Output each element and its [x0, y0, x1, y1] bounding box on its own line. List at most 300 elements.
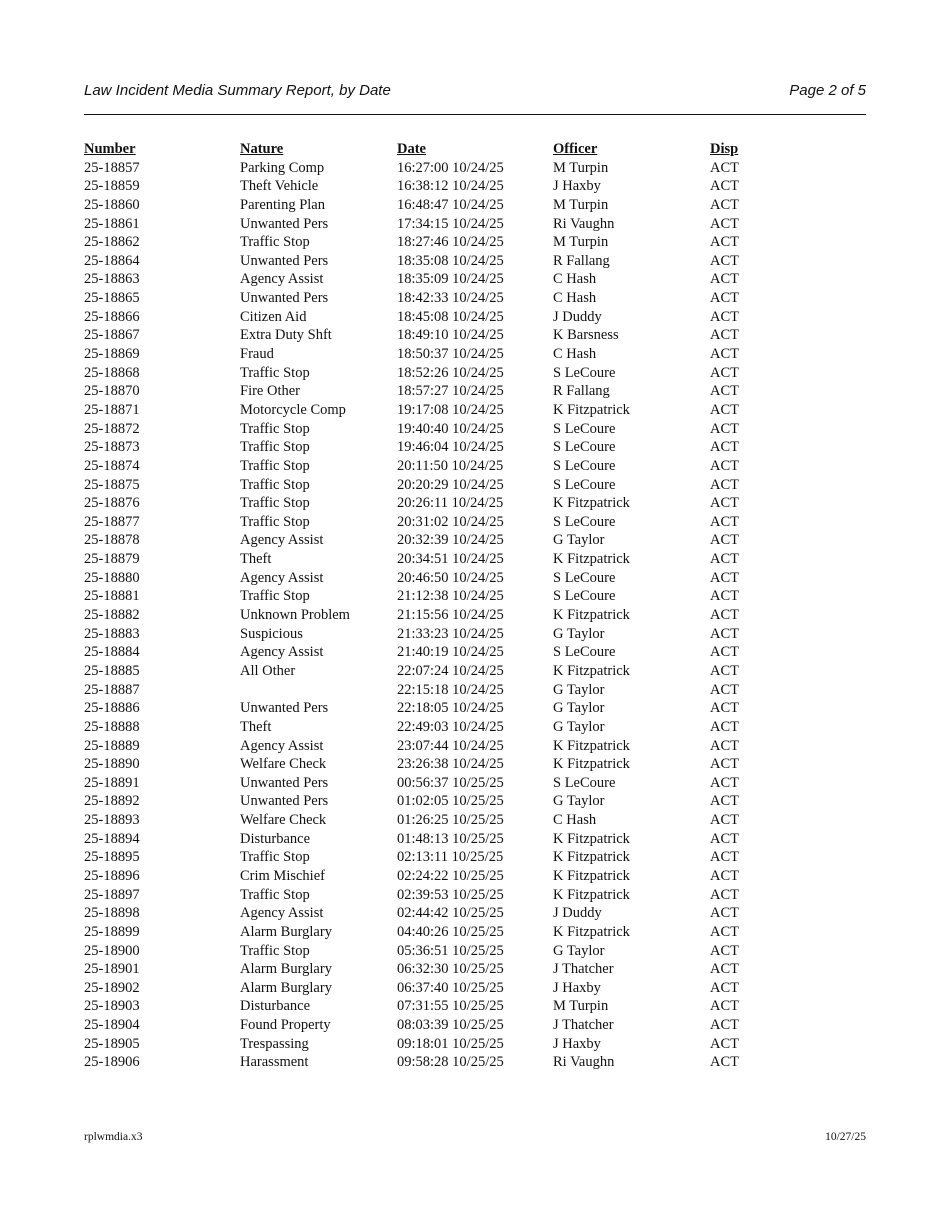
column-header-officer: Officer: [553, 141, 598, 157]
incident-nature: Suspicious: [240, 625, 303, 642]
column-header-disp: Disp: [710, 141, 739, 157]
incident-officer: J Duddy: [553, 905, 602, 922]
incident-nature: Motorcycle Comp: [240, 401, 346, 418]
incident-disposition: ACT: [710, 383, 739, 400]
incident-nature: Traffic Stop: [240, 513, 310, 530]
incident-date: 09:58:28 10/25/25: [397, 1054, 504, 1071]
incident-disposition: ACT: [710, 1035, 739, 1052]
incident-number: 25-18894: [84, 830, 140, 847]
incident-number: 25-18900: [84, 942, 140, 959]
incident-date: 06:37:40 10/25/25: [397, 979, 504, 996]
table-row: [84, 401, 770, 420]
incident-nature: Agency Assist: [240, 905, 324, 922]
incident-disposition: ACT: [710, 905, 739, 922]
incident-date: 18:50:37 10/24/25: [397, 346, 504, 363]
incident-nature: Agency Assist: [240, 271, 324, 288]
incident-nature: Welfare Check: [240, 756, 327, 773]
incident-date: 21:33:23 10/24/25: [397, 625, 504, 642]
incident-nature: Unwanted Pers: [240, 700, 329, 717]
incident-disposition: ACT: [710, 644, 739, 661]
incident-nature: Unwanted Pers: [240, 290, 329, 307]
table-row: [84, 476, 770, 495]
incident-nature: Traffic Stop: [240, 495, 310, 512]
incident-table: [84, 140, 770, 1072]
incident-disposition: ACT: [710, 364, 739, 381]
incident-nature: Unwanted Pers: [240, 252, 329, 269]
incident-officer: K Fitzpatrick: [553, 923, 630, 940]
incident-number: 25-18902: [84, 979, 140, 996]
incident-date: 22:49:03 10/24/25: [397, 718, 504, 735]
incident-date: 22:07:24 10/24/25: [397, 662, 504, 679]
incident-disposition: ACT: [710, 961, 739, 978]
incident-disposition: ACT: [710, 551, 739, 568]
incident-officer: S LeCoure: [553, 457, 616, 474]
incident-officer: G Taylor: [553, 532, 605, 549]
incident-number: 25-18881: [84, 588, 140, 605]
incident-nature: Theft Vehicle: [240, 178, 319, 195]
incident-officer: K Fitzpatrick: [553, 401, 630, 418]
incident-date: 02:44:42 10/25/25: [397, 905, 504, 922]
incident-officer: J Thatcher: [553, 1017, 614, 1034]
incident-number: 25-18884: [84, 644, 140, 661]
incident-officer: G Taylor: [553, 681, 605, 698]
incident-officer: C Hash: [553, 812, 597, 829]
incident-date: 02:24:22 10/25/25: [397, 867, 504, 884]
incident-nature: Found Property: [240, 1017, 331, 1034]
table-row: [84, 233, 770, 252]
incident-date: 17:34:15 10/24/25: [397, 215, 504, 232]
incident-officer: G Taylor: [553, 942, 605, 959]
incident-officer: R Fallang: [553, 383, 610, 400]
incident-disposition: ACT: [710, 513, 739, 530]
incident-date: 18:57:27 10/24/25: [397, 383, 504, 400]
incident-date: 00:56:37 10/25/25: [397, 774, 504, 791]
incident-officer: K Fitzpatrick: [553, 867, 630, 884]
table-row: [84, 867, 770, 886]
incident-nature: Welfare Check: [240, 812, 327, 829]
incident-officer: G Taylor: [553, 700, 605, 717]
incident-disposition: ACT: [710, 718, 739, 735]
incident-date: 20:34:51 10/24/25: [397, 551, 504, 568]
incident-officer: S LeCoure: [553, 588, 616, 605]
incident-disposition: ACT: [710, 457, 739, 474]
incident-number: 25-18901: [84, 961, 140, 978]
table-row: [84, 606, 770, 625]
table-row: [84, 811, 770, 830]
incident-officer: J Haxby: [553, 1035, 601, 1052]
table-row: [84, 774, 770, 793]
incident-disposition: ACT: [710, 532, 739, 549]
incident-disposition: ACT: [710, 346, 739, 363]
incident-nature: Traffic Stop: [240, 439, 310, 456]
incident-date: 08:03:39 10/25/25: [397, 1017, 504, 1034]
table-row: [84, 587, 770, 606]
incident-officer: S LeCoure: [553, 644, 616, 661]
incident-disposition: ACT: [710, 625, 739, 642]
table-row: [84, 252, 770, 271]
table-row: [84, 1035, 770, 1054]
incident-officer: M Turpin: [553, 234, 609, 251]
incident-nature: Traffic Stop: [240, 420, 310, 437]
incident-date: 18:42:33 10/24/25: [397, 290, 504, 307]
incident-number: 25-18874: [84, 457, 140, 474]
incident-number: 25-18886: [84, 700, 140, 717]
incident-number: 25-18864: [84, 252, 140, 269]
incident-officer: Ri Vaughn: [553, 215, 615, 232]
incident-nature: Trespassing: [240, 1035, 309, 1052]
incident-date: 20:31:02 10/24/25: [397, 513, 504, 530]
incident-disposition: ACT: [710, 681, 739, 698]
table-row: [84, 792, 770, 811]
table-row: [84, 177, 770, 196]
column-header-nature: Nature: [240, 141, 284, 157]
incident-number: 25-18882: [84, 607, 140, 624]
header-divider: [84, 114, 866, 115]
incident-officer: K Fitzpatrick: [553, 756, 630, 773]
incident-nature: Unwanted Pers: [240, 215, 329, 232]
incident-number: 25-18873: [84, 439, 140, 456]
incident-date: 06:32:30 10/25/25: [397, 961, 504, 978]
incident-officer: G Taylor: [553, 718, 605, 735]
table-row: [84, 699, 770, 718]
table-row: [84, 886, 770, 905]
incident-nature: All Other: [240, 662, 296, 679]
incident-disposition: ACT: [710, 700, 739, 717]
incident-date: 21:15:56 10/24/25: [397, 607, 504, 624]
incident-number: 25-18887: [84, 681, 140, 698]
incident-number: 25-18899: [84, 923, 140, 940]
incident-disposition: ACT: [710, 234, 739, 251]
table-row: [84, 215, 770, 234]
incident-date: 20:26:11 10/24/25: [397, 495, 504, 512]
incident-number: 25-18860: [84, 196, 140, 213]
incident-number: 25-18891: [84, 774, 140, 791]
incident-number: 25-18867: [84, 327, 140, 344]
table-row: [84, 457, 770, 476]
incident-date: 22:15:18 10/24/25: [397, 681, 504, 698]
incident-disposition: ACT: [710, 737, 739, 754]
incident-disposition: ACT: [710, 159, 739, 176]
table-row: [84, 569, 770, 588]
incident-nature: Theft: [240, 718, 272, 735]
incident-number: 25-18893: [84, 812, 140, 829]
incident-date: 20:32:39 10/24/25: [397, 532, 504, 549]
incident-date: 18:35:09 10/24/25: [397, 271, 504, 288]
incident-disposition: ACT: [710, 569, 739, 586]
incident-officer: M Turpin: [553, 159, 609, 176]
incident-nature: Disturbance: [240, 998, 311, 1015]
incident-officer: M Turpin: [553, 196, 609, 213]
incident-date: 16:38:12 10/24/25: [397, 178, 504, 195]
incident-date: 19:17:08 10/24/25: [397, 401, 504, 418]
incident-date: 20:46:50 10/24/25: [397, 569, 504, 586]
incident-number: 25-18869: [84, 346, 140, 363]
incident-disposition: ACT: [710, 196, 739, 213]
table-row: [84, 382, 770, 401]
incident-date: 18:45:08 10/24/25: [397, 308, 504, 325]
incident-disposition: ACT: [710, 252, 739, 269]
incident-number: 25-18905: [84, 1035, 140, 1052]
incident-nature: Theft: [240, 551, 272, 568]
incident-officer: G Taylor: [553, 625, 605, 642]
incident-nature: Traffic Stop: [240, 942, 310, 959]
incident-disposition: ACT: [710, 1054, 739, 1071]
incident-date: 07:31:55 10/25/25: [397, 998, 504, 1015]
incident-date: 05:36:51 10/25/25: [397, 942, 504, 959]
incident-number: 25-18866: [84, 308, 140, 325]
table-row: [84, 662, 770, 681]
incident-number: 25-18859: [84, 178, 140, 195]
incident-number: 25-18868: [84, 364, 140, 381]
incident-date: 09:18:01 10/25/25: [397, 1035, 504, 1052]
incident-nature: Traffic Stop: [240, 886, 310, 903]
incident-officer: C Hash: [553, 346, 597, 363]
incident-date: 18:35:08 10/24/25: [397, 252, 504, 269]
table-row: [84, 755, 770, 774]
table-row: [84, 737, 770, 756]
incident-nature: Traffic Stop: [240, 234, 310, 251]
incident-officer: K Fitzpatrick: [553, 886, 630, 903]
table-row: [84, 923, 770, 942]
table-row: [84, 830, 770, 849]
table-row: [84, 1053, 770, 1072]
incident-date: 01:48:13 10/25/25: [397, 830, 504, 847]
incident-number: 25-18888: [84, 718, 140, 735]
incident-nature: Crim Mischief: [240, 867, 325, 884]
incident-disposition: ACT: [710, 867, 739, 884]
incident-date: 02:13:11 10/25/25: [397, 849, 504, 866]
incident-number: 25-18871: [84, 401, 140, 418]
incident-disposition: ACT: [710, 830, 739, 847]
table-row: [84, 345, 770, 364]
incident-number: 25-18906: [84, 1054, 140, 1071]
incident-date: 22:18:05 10/24/25: [397, 700, 504, 717]
incident-disposition: ACT: [710, 849, 739, 866]
incident-number: 25-18865: [84, 290, 140, 307]
incident-number: 25-18898: [84, 905, 140, 922]
table-row: [84, 196, 770, 215]
incident-number: 25-18890: [84, 756, 140, 773]
report-title: Law Incident Media Summary Report, by Date: [84, 82, 391, 99]
incident-number: 25-18862: [84, 234, 140, 251]
incident-officer: R Fallang: [553, 252, 610, 269]
incident-officer: K Fitzpatrick: [553, 495, 630, 512]
table-row: [84, 643, 770, 662]
incident-officer: C Hash: [553, 290, 597, 307]
table-row: [84, 420, 770, 439]
incident-nature: Traffic Stop: [240, 364, 310, 381]
incident-date: 16:27:00 10/24/25: [397, 159, 504, 176]
incident-disposition: ACT: [710, 476, 739, 493]
table-row: [84, 1016, 770, 1035]
incident-officer: M Turpin: [553, 998, 609, 1015]
incident-number: 25-18883: [84, 625, 140, 642]
incident-number: 25-18861: [84, 215, 140, 232]
table-row: [84, 625, 770, 644]
incident-disposition: ACT: [710, 495, 739, 512]
incident-number: 25-18904: [84, 1017, 140, 1034]
incident-disposition: ACT: [710, 1017, 739, 1034]
table-row: [84, 997, 770, 1016]
incident-number: 25-18879: [84, 551, 140, 568]
table-row: [84, 550, 770, 569]
incident-date: 23:07:44 10/24/25: [397, 737, 504, 754]
table-row: [84, 159, 770, 178]
table-row: [84, 718, 770, 737]
table-row: [84, 438, 770, 457]
incident-officer: K Fitzpatrick: [553, 737, 630, 754]
incident-number: 25-18892: [84, 793, 140, 810]
table-header-row: [84, 140, 770, 159]
incident-nature: Agency Assist: [240, 737, 324, 754]
incident-number: 25-18880: [84, 569, 140, 586]
incident-disposition: ACT: [710, 401, 739, 418]
incident-officer: K Fitzpatrick: [553, 830, 630, 847]
report-code: rplwmdia.x3: [84, 1131, 143, 1143]
incident-number: 25-18877: [84, 513, 140, 530]
incident-date: 20:11:50 10/24/25: [397, 457, 504, 474]
incident-disposition: ACT: [710, 998, 739, 1015]
table-row: [84, 494, 770, 513]
incident-date: 19:46:04 10/24/25: [397, 439, 504, 456]
print-date: 10/27/25: [825, 1131, 866, 1143]
incident-disposition: ACT: [710, 420, 739, 437]
incident-officer: K Barsness: [553, 327, 619, 344]
incident-nature: Traffic Stop: [240, 588, 310, 605]
incident-nature: Parking Comp: [240, 159, 325, 176]
page-number: Page 2 of 5: [789, 82, 866, 99]
incident-officer: J Duddy: [553, 308, 602, 325]
incident-nature: Traffic Stop: [240, 457, 310, 474]
incident-number: 25-18863: [84, 271, 140, 288]
incident-disposition: ACT: [710, 979, 739, 996]
incident-officer: C Hash: [553, 271, 597, 288]
incident-nature: Alarm Burglary: [240, 923, 332, 940]
incident-nature: Alarm Burglary: [240, 979, 332, 996]
incident-nature: Fire Other: [240, 383, 300, 400]
incident-nature: Fraud: [240, 346, 274, 363]
column-header-number: Number: [84, 141, 136, 157]
incident-nature: Citizen Aid: [240, 308, 307, 325]
incident-officer: S LeCoure: [553, 420, 616, 437]
incident-date: 04:40:26 10/25/25: [397, 923, 504, 940]
incident-disposition: ACT: [710, 923, 739, 940]
incident-nature: Traffic Stop: [240, 849, 310, 866]
incident-nature: Unwanted Pers: [240, 774, 329, 791]
table-row: [84, 308, 770, 327]
incident-disposition: ACT: [710, 308, 739, 325]
incident-disposition: ACT: [710, 271, 739, 288]
incident-nature: Unwanted Pers: [240, 793, 329, 810]
table-row: [84, 270, 770, 289]
incident-number: 25-18878: [84, 532, 140, 549]
incident-number: 25-18903: [84, 998, 140, 1015]
table-row: [84, 979, 770, 998]
incident-nature: Parenting Plan: [240, 196, 325, 213]
incident-nature: Agency Assist: [240, 569, 324, 586]
table-row: [84, 904, 770, 923]
table-row: [84, 960, 770, 979]
incident-number: 25-18875: [84, 476, 140, 493]
incident-date: 21:40:19 10/24/25: [397, 644, 504, 661]
table-body: [84, 159, 770, 1072]
incident-officer: J Haxby: [553, 979, 601, 996]
incident-date: 21:12:38 10/24/25: [397, 588, 504, 605]
incident-number: 25-18896: [84, 867, 140, 884]
incident-date: 01:26:25 10/25/25: [397, 812, 504, 829]
incident-disposition: ACT: [710, 178, 739, 195]
incident-nature: Unknown Problem: [240, 607, 350, 624]
incident-disposition: ACT: [710, 588, 739, 605]
incident-disposition: ACT: [710, 886, 739, 903]
incident-date: 02:39:53 10/25/25: [397, 886, 504, 903]
table-row: [84, 848, 770, 867]
incident-number: 25-18897: [84, 886, 140, 903]
incident-date: 18:27:46 10/24/25: [397, 234, 504, 251]
incident-officer: K Fitzpatrick: [553, 662, 630, 679]
incident-disposition: ACT: [710, 607, 739, 624]
table-row: [84, 942, 770, 961]
incident-number: 25-18872: [84, 420, 140, 437]
incident-disposition: ACT: [710, 215, 739, 232]
incident-officer: S LeCoure: [553, 439, 616, 456]
incident-officer: S LeCoure: [553, 364, 616, 381]
table-row: [84, 326, 770, 345]
incident-officer: J Thatcher: [553, 961, 614, 978]
incident-disposition: ACT: [710, 290, 739, 307]
incident-officer: K Fitzpatrick: [553, 551, 630, 568]
incident-number: 25-18885: [84, 662, 140, 679]
table-row: [84, 681, 770, 700]
table-row: [84, 531, 770, 550]
incident-disposition: ACT: [710, 756, 739, 773]
incident-date: 18:52:26 10/24/25: [397, 364, 504, 381]
incident-nature: [240, 681, 397, 700]
incident-disposition: ACT: [710, 439, 739, 456]
incident-disposition: ACT: [710, 327, 739, 344]
incident-date: 19:40:40 10/24/25: [397, 420, 504, 437]
incident-officer: K Fitzpatrick: [553, 607, 630, 624]
incident-officer: J Haxby: [553, 178, 601, 195]
incident-officer: S LeCoure: [553, 476, 616, 493]
incident-officer: S LeCoure: [553, 774, 616, 791]
incident-date: 18:49:10 10/24/25: [397, 327, 504, 344]
incident-disposition: ACT: [710, 812, 739, 829]
incident-nature: Alarm Burglary: [240, 961, 332, 978]
incident-number: 25-18889: [84, 737, 140, 754]
table-row: [84, 364, 770, 383]
incident-number: 25-18870: [84, 383, 140, 400]
incident-number: 25-18895: [84, 849, 140, 866]
incident-nature: Extra Duty Shft: [240, 327, 332, 344]
incident-officer: S LeCoure: [553, 569, 616, 586]
incident-disposition: ACT: [710, 793, 739, 810]
incident-number: 25-18857: [84, 159, 140, 176]
table-row: [84, 289, 770, 308]
incident-date: 20:20:29 10/24/25: [397, 476, 504, 493]
incident-date: 01:02:05 10/25/25: [397, 793, 504, 810]
column-header-date: Date: [397, 141, 426, 157]
incident-disposition: ACT: [710, 662, 739, 679]
incident-officer: G Taylor: [553, 793, 605, 810]
incident-nature: Traffic Stop: [240, 476, 310, 493]
incident-nature: Harassment: [240, 1054, 309, 1071]
incident-date: 16:48:47 10/24/25: [397, 196, 504, 213]
incident-disposition: ACT: [710, 774, 739, 791]
incident-number: 25-18876: [84, 495, 140, 512]
incident-nature: Agency Assist: [240, 644, 324, 661]
incident-officer: S LeCoure: [553, 513, 616, 530]
